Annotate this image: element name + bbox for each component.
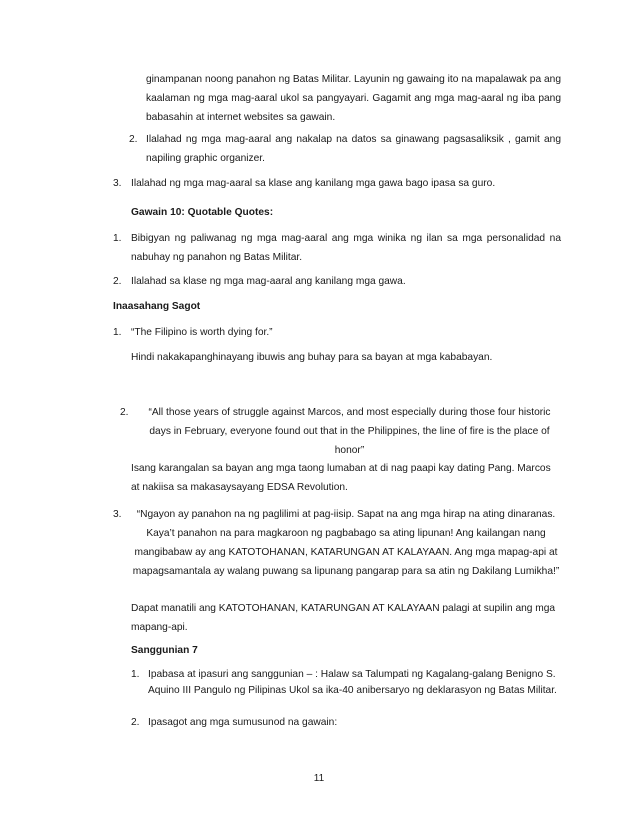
list-item-text: Ilalahad ng mga mag-aaral ang nakalap na datos sa ginawang pagsasaliksik , gamit ang napiling graphic organizer. (146, 134, 561, 164)
list-number: 1. (113, 233, 122, 244)
paragraph-continuation: ginampanan noong panahon ng Batas Militar. Layunin ng gawaing ito na mapalawak pa ang kaalaman ng mga mag-aaral ukol sa pangyayari. Gagamit ang mga mag-aaral ng iba pang babasahin at internet websites sa gawain. (146, 74, 561, 123)
page-number: 11 (313, 773, 325, 784)
quote-number: 1. (113, 327, 122, 338)
list-item-text: Ilalahad ng mga mag-aaral sa klase ang kanilang mga gawa bago ipasa sa guro. (131, 178, 496, 189)
list-number: 2. (129, 134, 138, 145)
list-item-text: Bibigyan ng paliwanag ng mga mag-aaral ang mga winika ng ilan sa mga personalidad na nabuhay ng panahon ng Batas Militar. (131, 233, 561, 263)
quote-number: 2. (120, 407, 129, 418)
section-heading-sanggunian: Sanggunian 7 (131, 645, 198, 656)
quote-text: “The Filipino is worth dying for.” (131, 327, 273, 338)
quote-answer: Isang karangalan sa bayan ang mga taong lumaban at di nag paapi kay dating Pang. Marcos at nakiisa sa makasaysayang EDSA Revolution. (131, 463, 551, 493)
section-heading-inaasahang: Inaasahang Sagot (113, 301, 201, 312)
quote-answer: Hindi nakakapanghinayang ibuwis ang buhay para sa bayan at mga kababayan. (131, 352, 493, 363)
list-number: 2. (131, 717, 140, 728)
list-number: 3. (113, 178, 122, 189)
quote-answer: Dapat manatili ang KATOTOHANAN, KATARUNGAN AT KALAYAAN palagi at supilin ang mga mapang-api. (131, 603, 556, 633)
list-number: 1. (131, 669, 140, 680)
quote-number: 3. (113, 509, 122, 520)
section-heading-gawain: Gawain 10: Quotable Quotes: (131, 207, 274, 218)
quote-text: “Ngayon ay panahon na ng paglilimi at pag-iisip. Sapat na ang mga hirap na ating dinaranas. Kaya’t panahon na para magkaroon ng pagbabago sa ating lipunan! Ang kailangan nang mangibabaw ay ang KATOTOHANAN, KATARUNGAN AT KALAYAAN. Ang mga mapag-api at mapagsamantala ay walang puwang sa lipunang pangarap para sa atin ng Dakilang Lumikha!” (132, 509, 560, 577)
list-item-text: Ipasagot ang mga sumusunod na gawain: (148, 717, 338, 728)
quote-text: “All those years of struggle against Marcos, and most especially during those four historic days in February, everyone found out that in the Philippines, the line of fire is the place of honor” (148, 407, 551, 456)
list-item-text: Ilalahad sa klase ng mga mag-aaral ang kanilang mga gawa. (131, 276, 406, 287)
list-item-text: Ipabasa at ipasuri ang sanggunian – : Halaw sa Talumpati ng Kagalang-galang Benigno S. Aquino III Pangulo ng Pilipinas Ukol sa ika-40 anibersaryo ng deklarasyon ng Batas Militar. (148, 669, 557, 696)
list-number: 2. (113, 276, 122, 287)
